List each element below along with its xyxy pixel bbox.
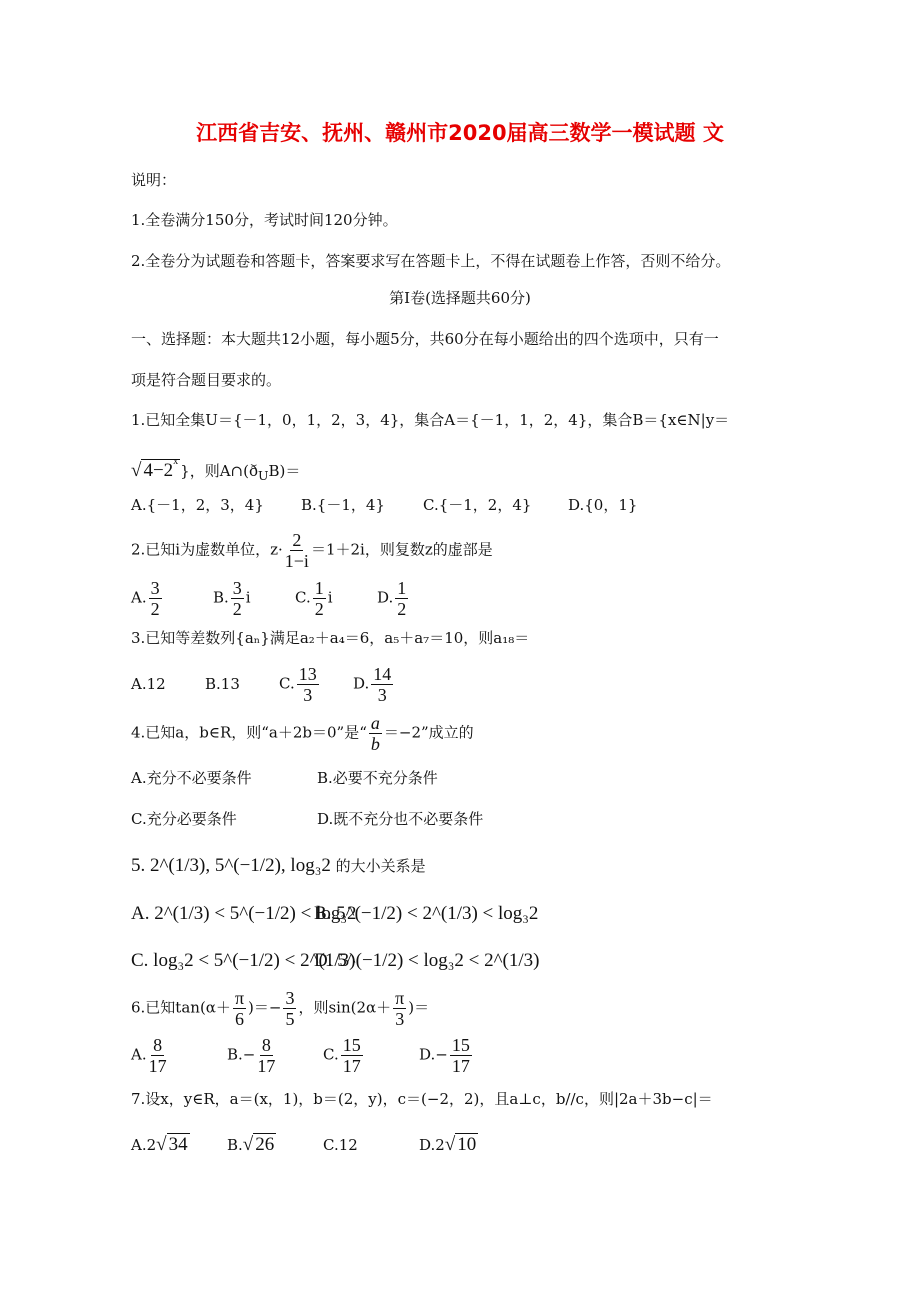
option-b: B.√ 26 [227, 1134, 275, 1155]
text: )＝− [248, 998, 282, 1017]
option-label: A. [131, 588, 147, 607]
text: }，则A∩(ð [180, 462, 258, 480]
numerator: 15 [451, 1035, 470, 1055]
denominator: 17 [342, 1056, 361, 1076]
question-3: 3.已知等差数列{aₙ}满足a₂＋a₄＝6，a₅＋a₇＝10，则a₁₈＝ [131, 629, 530, 647]
numerator: π [234, 988, 245, 1008]
option-b [227, 1035, 323, 1076]
intro-item: 1.全卷满分150分，考试时间120分钟。 [131, 211, 398, 229]
option-c [279, 664, 353, 705]
numerator: π [395, 988, 405, 1008]
option-d: D.{0，1} [568, 496, 638, 514]
question-4 [131, 713, 474, 754]
denominator: 3 [377, 685, 387, 705]
fraction [369, 713, 382, 754]
option-b: B. 5^(−1/2) < 2^(1/3) < log₃2 [314, 903, 539, 924]
question-2 [131, 530, 493, 571]
denominator: b [370, 734, 380, 754]
denominator: 2 [150, 599, 160, 619]
denominator: 17 [257, 1056, 276, 1076]
fraction [233, 988, 246, 1029]
option-label: B.− [227, 1045, 256, 1064]
option-c [323, 1135, 419, 1155]
fraction [393, 988, 406, 1029]
option-a [131, 674, 205, 694]
denominator: 3 [395, 1009, 405, 1029]
question-1-cont: √ $4-2^x$}，则$A\cap(ð_UB)=$ [131, 456, 301, 483]
option-b: B.必要不充分条件 [317, 769, 438, 787]
text: B)＝ [268, 462, 301, 480]
intro-label: 说明： [131, 171, 177, 189]
exponent: x [173, 456, 179, 467]
option-d [419, 1035, 515, 1076]
text: ＝−2”成立的 [383, 723, 474, 742]
option-label: B. [227, 1136, 243, 1154]
option-label: D. [377, 588, 394, 607]
question-5-options [131, 904, 538, 924]
option-c [323, 1035, 419, 1076]
question-5-options [131, 951, 539, 971]
option-a: A.{－1，2，3，4} [131, 496, 264, 514]
option-d [353, 664, 427, 705]
suffix: i [245, 588, 251, 607]
option-b [205, 674, 279, 694]
question-4-options [131, 768, 438, 788]
text: 4.已知a，b∈R，则“a＋2b＝0”是“ [131, 723, 367, 742]
part-instructions: 项是符合题目要求的。 [131, 371, 282, 389]
denominator: 3 [303, 685, 313, 705]
numerator: 2 [292, 530, 302, 550]
option-a [131, 1035, 227, 1076]
question-1: 1.已知全集U＝{－1，0，1，2，3，4}，集合A＝{－1，1，2，4}，集合B＝{x∈N|y＝ [131, 411, 730, 429]
question-1-options [131, 495, 637, 515]
option-c: C.{－1，2，4} [423, 496, 532, 514]
fraction [371, 664, 393, 705]
option-label: A.12 [131, 674, 166, 693]
denominator: 6 [234, 1009, 244, 1029]
text: 的大小关系是 [335, 859, 426, 875]
numerator: 1 [314, 578, 324, 598]
numerator: 8 [261, 1035, 271, 1055]
fraction [313, 578, 326, 619]
option-label: D. [353, 674, 370, 693]
question-7: 7.设x，y∈R，a＝(x，1)，b＝(2，y)，c＝(−2，2)，且a⊥c，b//c，则|2a＋3b−c|＝ [131, 1090, 713, 1108]
option-label: B.13 [205, 674, 240, 693]
numerator: 15 [342, 1035, 361, 1055]
sqrt-expr: 34 [168, 1134, 188, 1155]
fraction [149, 1035, 167, 1076]
denominator: 2 [232, 599, 242, 619]
numerator: 1 [397, 578, 407, 598]
fraction [450, 1035, 472, 1076]
numerator: 3 [232, 578, 242, 598]
fraction [285, 530, 309, 571]
text: )＝ [408, 998, 430, 1017]
option-label: C. [323, 1045, 339, 1064]
denominator: 1−i [284, 551, 309, 571]
fraction [297, 664, 319, 705]
sqrt-expr: 10 [457, 1134, 477, 1155]
option-c: C. log₃2 < 5^(−1/2) < 2^(1/3) [131, 950, 356, 971]
question-3-options [131, 664, 427, 705]
numerator: 3 [150, 578, 160, 598]
text: ＝1＋2i，则复数z的虚部是 [310, 540, 493, 559]
option-d: D.2√ 10 [419, 1134, 477, 1155]
text: 5. [131, 855, 146, 876]
option-d [377, 578, 459, 619]
fraction [231, 578, 244, 619]
question-5 [131, 856, 426, 877]
option-label: C.12 [323, 1136, 358, 1154]
denominator: 2 [314, 599, 324, 619]
question-6-options [131, 1035, 515, 1076]
math-expr: 2^(1/3), 5^(−1/2), log₃2 [150, 855, 331, 876]
option-label: C. [279, 674, 295, 693]
part-instructions: 一、选择题：本大题共12小题，每小题5分，共60分在每小题给出的四个选项中，只有一 [131, 330, 719, 348]
numerator: 13 [298, 664, 317, 684]
option-c [295, 578, 377, 619]
numerator: 14 [373, 664, 392, 684]
fraction [283, 988, 296, 1029]
option-label: C. [295, 588, 311, 607]
doc-title: 江西省吉安、抚州、赣州市2020届高三数学一模试题 文 [196, 121, 724, 145]
option-b: B.{－1，4} [301, 496, 385, 514]
option-a [131, 578, 213, 619]
denominator: 17 [148, 1056, 167, 1076]
question-7-options [131, 1135, 515, 1155]
fraction [341, 1035, 363, 1076]
fraction [257, 1035, 275, 1076]
section-heading: 第Ⅰ卷(选择题共60分) [389, 289, 531, 307]
option-c: C.充分必要条件 [131, 810, 237, 828]
denominator: 2 [397, 599, 407, 619]
sqrt-expr: 4−2 [143, 460, 174, 481]
numerator: a [370, 713, 380, 733]
option-label: D.2 [419, 1136, 445, 1154]
option-a: A. 2^(1/3) < 5^(−1/2) < log₃2 [131, 903, 357, 924]
option-d: D. 5^(−1/2) < log₃2 < 2^(1/3) [314, 950, 540, 971]
intro-item: 2.全卷分为试题卷和答题卡，答案要求写在答题卡上，不得在试题卷上作答，否则不给分。 [131, 252, 731, 270]
fraction [149, 578, 162, 619]
denominator: 5 [285, 1009, 295, 1029]
fraction [395, 578, 408, 619]
option-a: A.2√ 34 [131, 1134, 188, 1155]
question-4-options [131, 809, 483, 829]
text: ，则sin(2α＋ [298, 998, 392, 1017]
option-label: B. [213, 588, 229, 607]
numerator: 3 [285, 988, 295, 1008]
question-2-options [131, 578, 459, 619]
text: 6.已知tan(α＋ [131, 998, 231, 1017]
option-label: A. [131, 1045, 147, 1064]
subscript: U [257, 468, 269, 483]
sqrt-expr: 26 [255, 1134, 275, 1155]
question-6 [131, 988, 429, 1029]
option-a: A.充分不必要条件 [131, 769, 252, 787]
suffix: i [327, 588, 333, 607]
numerator: 8 [153, 1035, 163, 1055]
option-label: A.2 [131, 1136, 157, 1154]
option-d: D.既不充分也不必要条件 [317, 810, 484, 828]
option-b [213, 578, 295, 619]
denominator: 17 [451, 1056, 470, 1076]
option-label: D.− [419, 1045, 448, 1064]
text: 2.已知i为虚数单位，z· [131, 540, 283, 559]
